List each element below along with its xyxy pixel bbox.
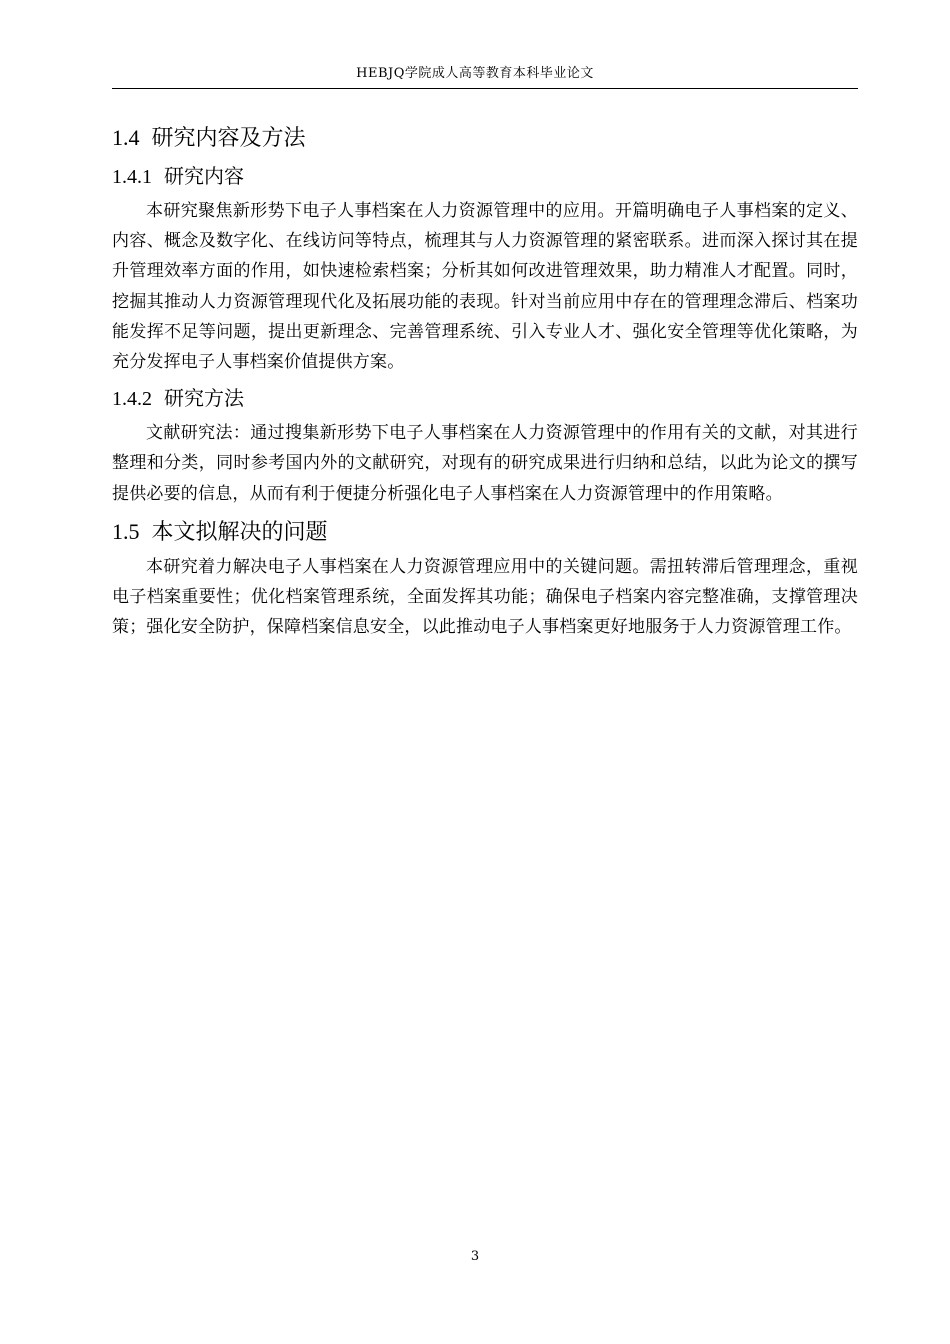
section-title: 研究内容及方法 [151,126,306,151]
section-number: 1.4.1 [112,166,152,188]
running-header: HEBJQ学院成人高等教育本科毕业论文 [356,66,594,81]
section-heading-1-4-1 [112,160,858,196]
section-number: 1.4.2 [112,388,152,411]
paragraph-research-content: 本研究聚焦新形势下电子人事档案在人力资源管理中的应用。开篇明确电子人事档案的定义、内容、概念及数字化、在线访问等特点，梳理其与人力资源管理的紧密联系。进而深入探讨其在提升管理效率方面的作用，如快速检索档案；分析其如何改进管理效果，助力精准人才配置。同时，挖掘其推动人力资源管理现代化及拓展功能的表现。针对当前应用中存在的管理理念滞后、档案功能发挥不足等问题，提出更新理念、完善管理系统、引入专业人才、强化安全管理等优化策略，为充分发挥电子人事档案价值提供方案。 [112,201,858,373]
page-number: 3 [470,1249,480,1264]
page-body [112,120,858,647]
paragraph-research-method: 文献研究法：通过搜集新形势下电子人事档案在人力资源管理中的作用有关的文献，对其进行整理和分类，同时参考国内外的文献研究，对现有的研究成果进行归纳和总结，以此为论文的撰写提供必要的信息，从而有利于便捷分析强化电子人事档案在人力资源管理中的作用策略。 [112,423,858,504]
header-divider [112,88,858,89]
section-title: 研究方法 [164,386,244,411]
section-number: 1.5 [112,518,140,544]
section-heading-1-5 [112,514,858,552]
paragraph-problems: 本研究着力解决电子人事档案在人力资源管理应用中的关键问题。需扭转滞后管理理念，重视电子档案重要性；优化档案管理系统，全面发挥其功能；确保电子档案内容完整准确，支撑管理决策；强化安全防护，保障档案信息安全，以此推动电子人事档案更好地服务于人力资源管理工作。 [112,556,858,638]
section-title: 研究内容 [164,164,244,188]
section-title: 本文拟解决的问题 [151,519,328,545]
section-heading-1-4-2 [112,382,858,418]
section-heading-1-4 [112,120,858,158]
section-number: 1.4 [112,125,140,150]
